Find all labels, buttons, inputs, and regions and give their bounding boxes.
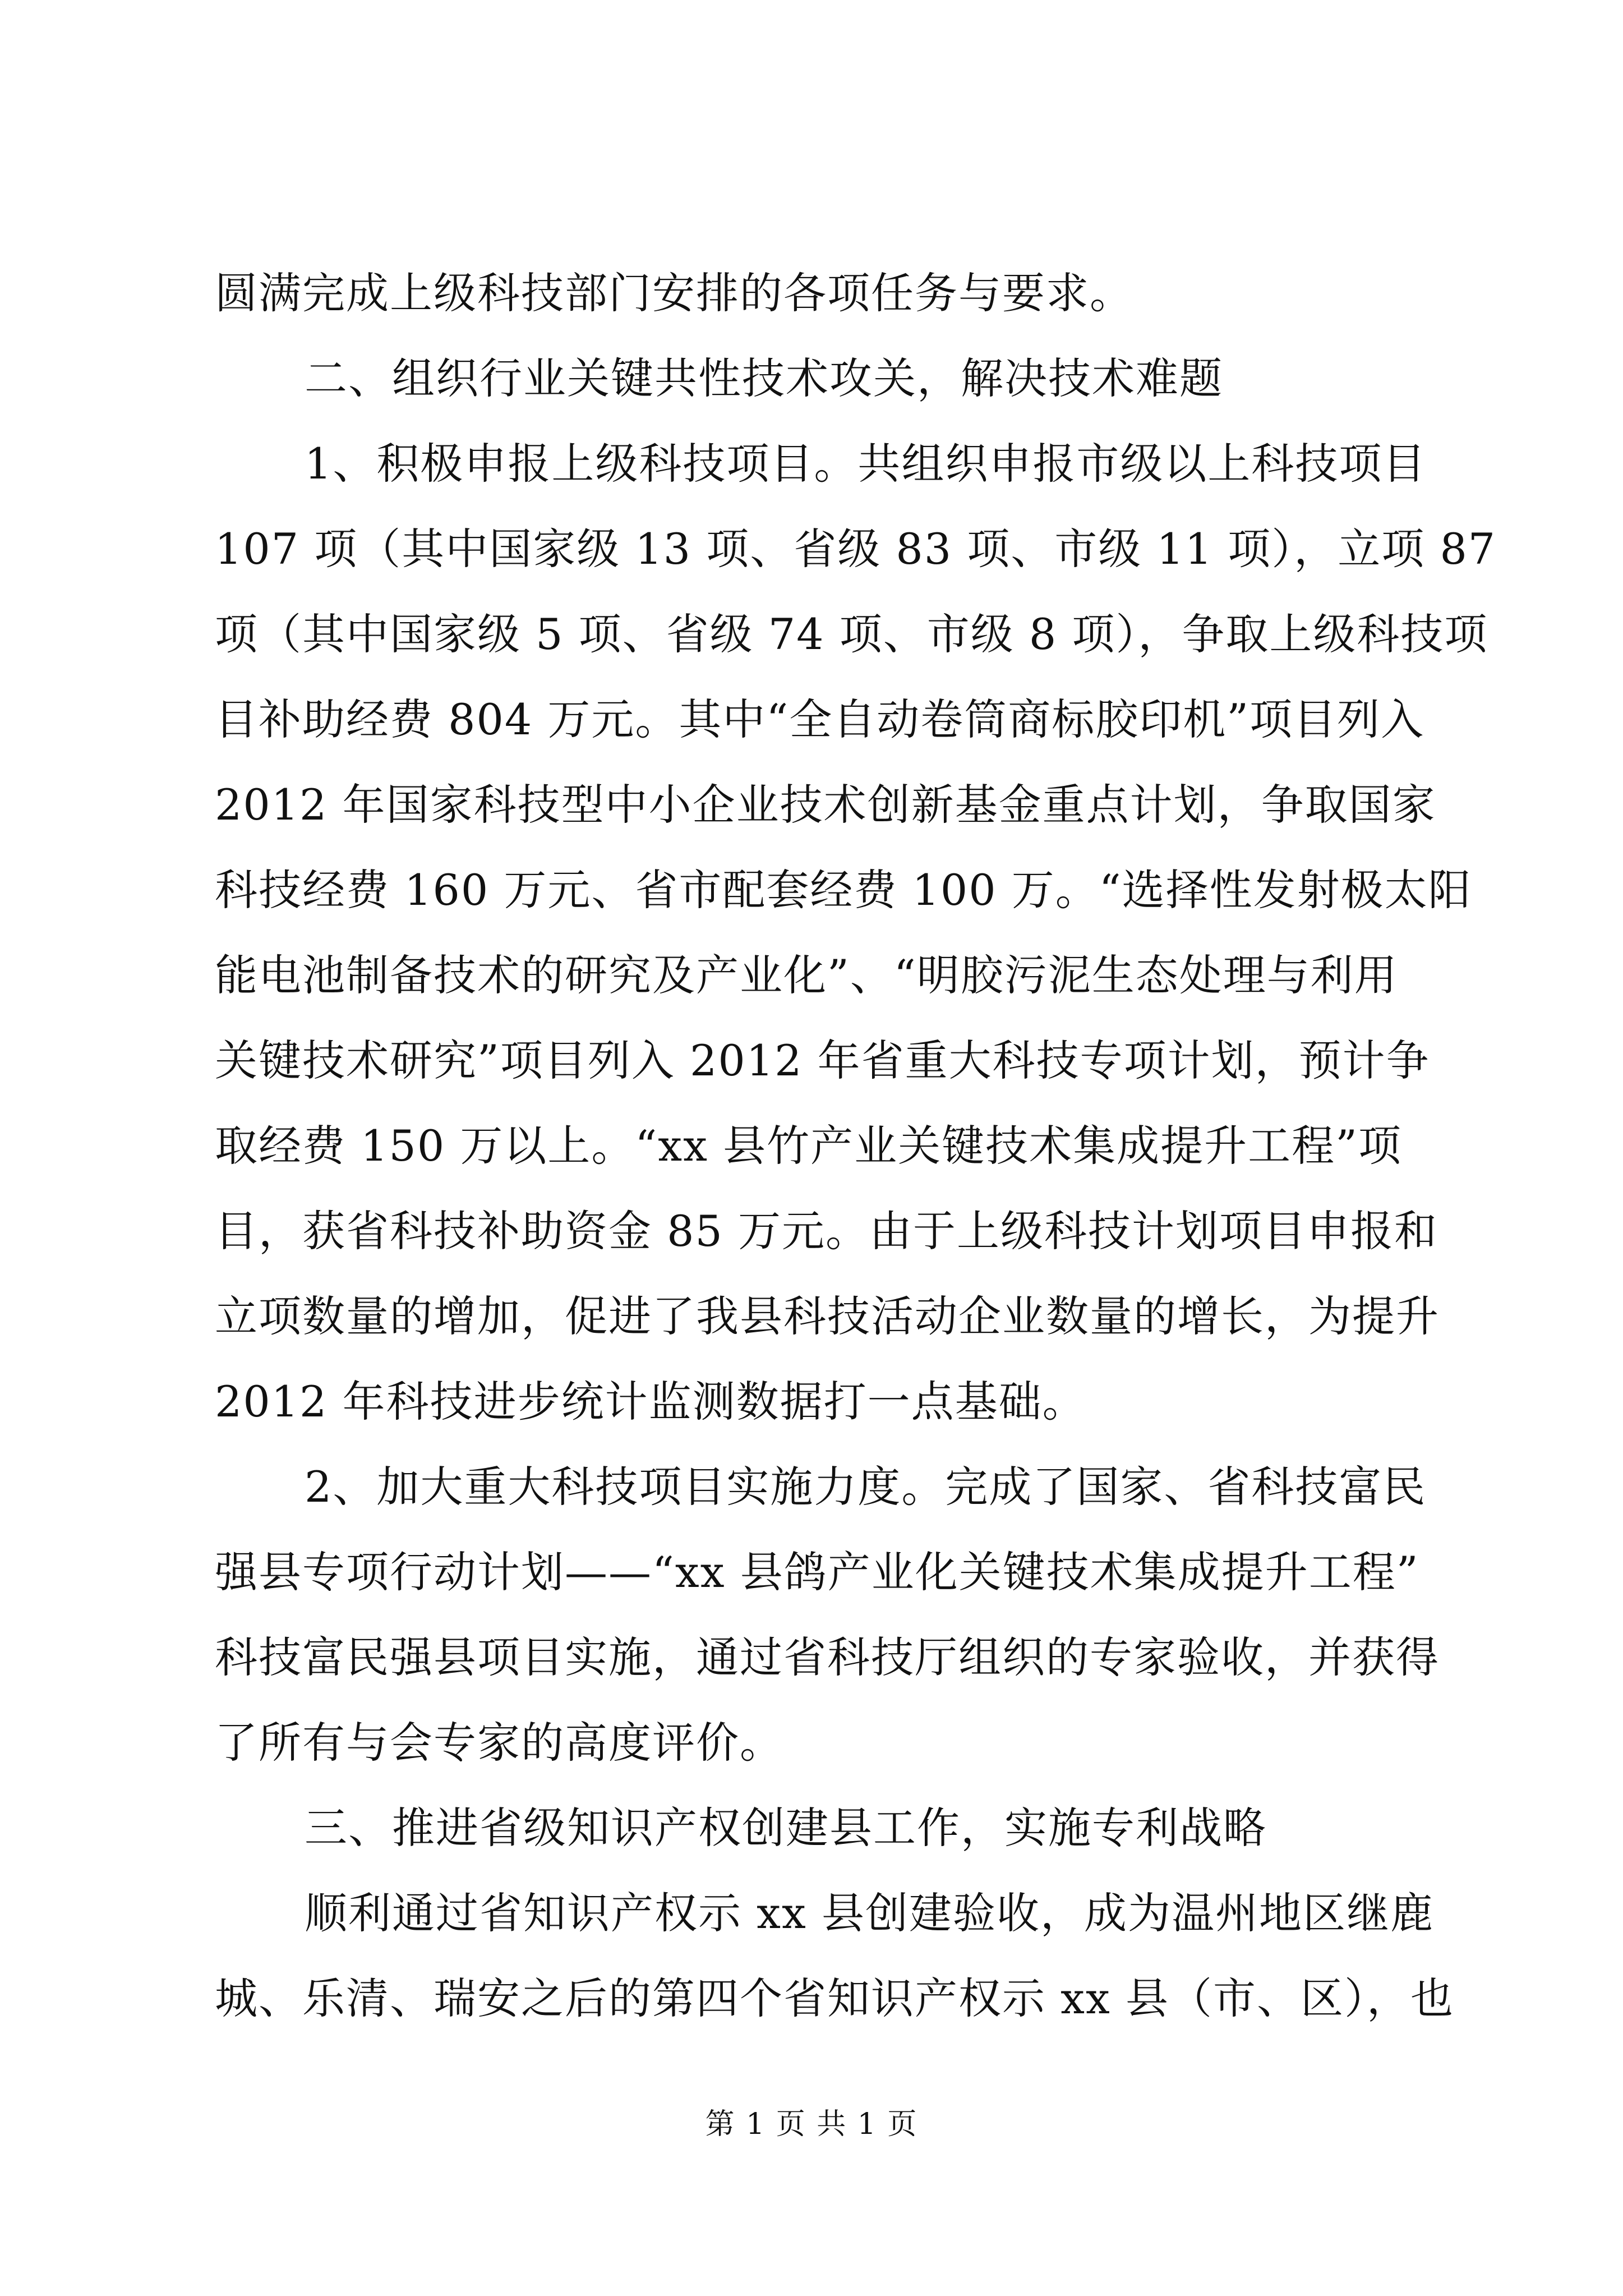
page-footer: 第 1 页 共 1 页 [705, 2108, 918, 2141]
text-line: 2012 年国家科技型中小企业技术创新基金重点计划，争取国家 [215, 780, 1436, 830]
text-line: 关键技术研究”项目列入 2012 年省重大科技专项计划，预计争 [215, 1036, 1430, 1085]
text-line: 目补助经费 804 万元。其中“全自动卷筒商标胶印机”项目列入 [215, 694, 1425, 744]
section-heading: 三、推进省级知识产权创建县工作，实施专利战略 [305, 1803, 1267, 1853]
text-line: 顺利通过省知识产权示 xx 县创建验收，成为温州地区继鹿 [305, 1888, 1435, 1938]
document-body [215, 251, 1497, 2041]
text-line: 能电池制备技术的研究及产业化”、“明胶污泥生态处理与利用 [215, 950, 1398, 1000]
text-line: 2、加大重大科技项目实施力度。完成了国家、省科技富民 [305, 1462, 1427, 1512]
text-line: 项（其中国家级 5 项、省级 74 项、市级 8 项），争取上级科技项 [215, 609, 1488, 659]
text-line: 科技经费 160 万元、省市配套经费 100 万。“选择性发射极太阳 [215, 865, 1472, 915]
text-line: 107 项（其中国家级 13 项、省级 83 项、市级 11 项），立项 87 [215, 524, 1497, 574]
text-line: 城、乐清、瑞安之后的第四个省知识产权示 xx 县（市、区），也 [215, 1973, 1455, 2023]
text-line: 2012 年科技进步统计监测数据打一点基础。 [215, 1377, 1086, 1427]
text-line: 圆满完成上级科技部门安排的各项任务与要求。 [215, 268, 1133, 318]
text-line: 立项数量的增加，促进了我县科技活动企业数量的增长，为提升 [215, 1291, 1440, 1341]
text-line: 了所有与会专家的高度评价。 [215, 1718, 783, 1768]
text-line: 目，获省科技补助资金 85 万元。由于上级科技计划项目申报和 [215, 1206, 1438, 1256]
text-line: 科技富民强县项目实施，通过省科技厅组织的专家验收，并获得 [215, 1632, 1440, 1682]
text-line: 强县专项行动计划——“xx 县鸽产业化关键技术集成提升工程” [215, 1547, 1419, 1597]
section-heading: 二、组织行业关键共性技术攻关，解决技术难题 [305, 353, 1223, 403]
text-line: 1、积极申报上级科技项目。共组织申报市级以上科技项目 [305, 439, 1427, 489]
text-line: 取经费 150 万以上。“xx 县竹产业关键技术集成提升工程”项 [215, 1121, 1402, 1171]
